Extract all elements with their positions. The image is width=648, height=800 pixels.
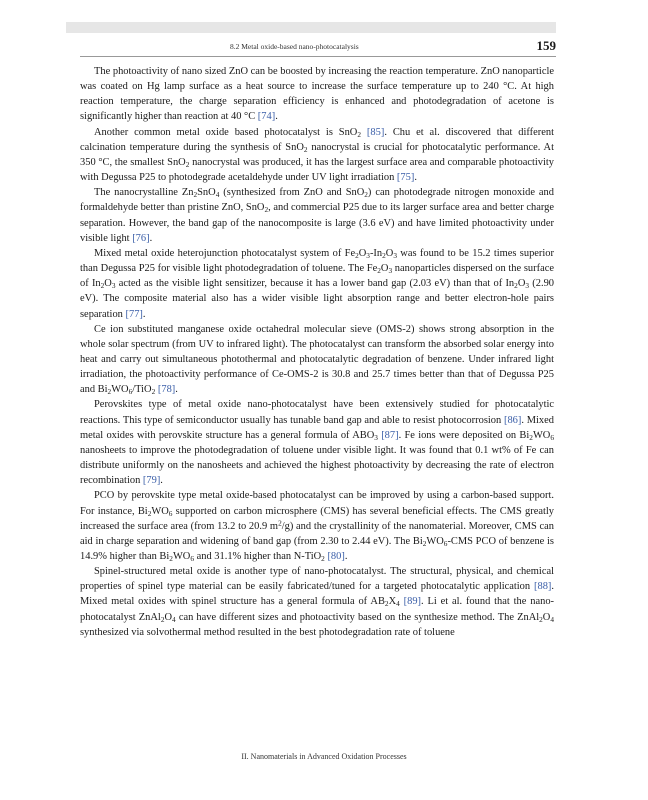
page-number: 159	[536, 38, 556, 53]
paragraph: Ce ion substituted manganese oxide octahedral molecular sieve (OMS-2) shows strong absorption in the whole solar spectrum (from UV to infrared light). The photocatalyst can transform the absorbed solar energy into heat and carry out simultaneous photothermal and photocatalytic degradation of benzene. Under infrared light irradiation, the photoactivity performance of Ce-OMS-2 is 30.8 and 25.7 times better than that of Degussa P25 and $Bi_2WO_6/TiO_2$ [78].	[80, 323, 554, 397]
body-text	[80, 64, 554, 640]
top-gray-bar	[66, 22, 556, 33]
paragraph: PCO by perovskite type metal oxide-based photocatalyst can be improved by using a carbon-based support. For instance, $Bi_2WO_6$ supported on carbon microsphere (CMS) has several beneficial effects. The CMS greatly increased the surface area (from 13.2 to 20.9 $m^2/g$) and the crystallinity of the nanomaterial. Moreover, CMS can aid in charge separation and widening of band gap (from 2.30 to 2.44 eV). The $Bi_2WO_6$-CMS PCO of benzene is 14.9% higher than $Bi_2WO_6$ and 31.1% higher than N-TiO$_2$ [80].	[80, 490, 554, 563]
paragraph: Another common metal oxide based photocatalyst is SnO$_2$ [85]. Chu et al. discovered that different calcination temperature during the synthesis of SnO$_2$ nanocrystal is crucial for photocatalytic performance. At 350 °C, the smallest SnO$_2$ nanocrystal was produced, it has the largest surface area and comparable photoactivity with Degussa P25 to photodegrade acetaldehyde under UV light irradiation [75].	[80, 126, 555, 184]
running-footer: II. Nanomaterials in Advanced Oxidation Processes	[241, 752, 407, 761]
paragraph: Perovskites type of metal oxide nano-photocatalyst have been extensively studied for photocatalytic reactions. This type of semiconductor usually has tunable band gap and able to resist photocorrosion [86]. Mixed metal oxides with perovskite structure has a general formula of $ABO_3$ [87]. Fe ions were deposited on $Bi_2WO_6$ nanosheets to improve the photodegradation of toluene under visible light. It was found that 0.1 wt% of Fe can distribute uniformly on the nanosheets and achieved the highest photoactivity by decreasing the rate of electron recombination [79].	[80, 399, 554, 487]
paragraph: Spinel-structured metal oxide is another type of nano-photocatalyst. The structural, physical, and chemical properties of spinel type material can be easily fabricated/tuned for a targeted photocatalytic application [88]. Mixed metal oxides with spinel structure has a general formula of $AB_2X_4$ [89]. Li et al. found that the nano-photocatalyst $ZnAl_2O_4$ can have different sizes and photoactivity based on the synthesize method. The $ZnAl_2O_4$ synthesized via solvothermal method resulted in the best photodegradation rate of toluene	[80, 566, 555, 638]
header-rule	[80, 56, 556, 57]
section-title: 8.2 Metal oxide-based nano-photocatalysis	[230, 42, 359, 51]
paragraph: Mixed metal oxide heterojunction photocatalyst system of $Fe_2O_3-In_2O_3$ was found to be 15.2 times superior than Degussa P25 for visible light photodegradation of toluene. The $Fe_2O_3$ nanoparticles dispersed on the surface of $In_2O_3$ acted as the visible light sensitizer, because it has a lower band gap (2.03 eV) than that of $In_2O_3$ (2.90 eV). The composite material also has a wider visible light absorption range and better electron-hole pairs separation [77].	[80, 247, 555, 320]
running-header	[80, 38, 556, 54]
paragraph: The photoactivity of nano sized ZnO can be boosted by increasing the reaction temperature. ZnO nanoparticle was coated on Hg lamp surface as a heat source to increase the surface temperature up to 240 °C. At high reaction temperature, the charge separation efficiency is enhanced and photodegradation of acetone is significantly higher than reaction at 40 °C [74].	[80, 66, 554, 123]
paragraph: The nanocrystalline $Zn_2SnO_4$ (synthesized from ZnO and SnO$_2$) can photodegrade nitrogen monoxide and formaldehyde better than pristine ZnO, SnO$_2$, and commercial P25 due to its larger surface area and better charge separation. However, the band gap of the nanocomposite is large (3.6 eV) and have limited photoactivity under visible light [76].	[80, 187, 554, 244]
